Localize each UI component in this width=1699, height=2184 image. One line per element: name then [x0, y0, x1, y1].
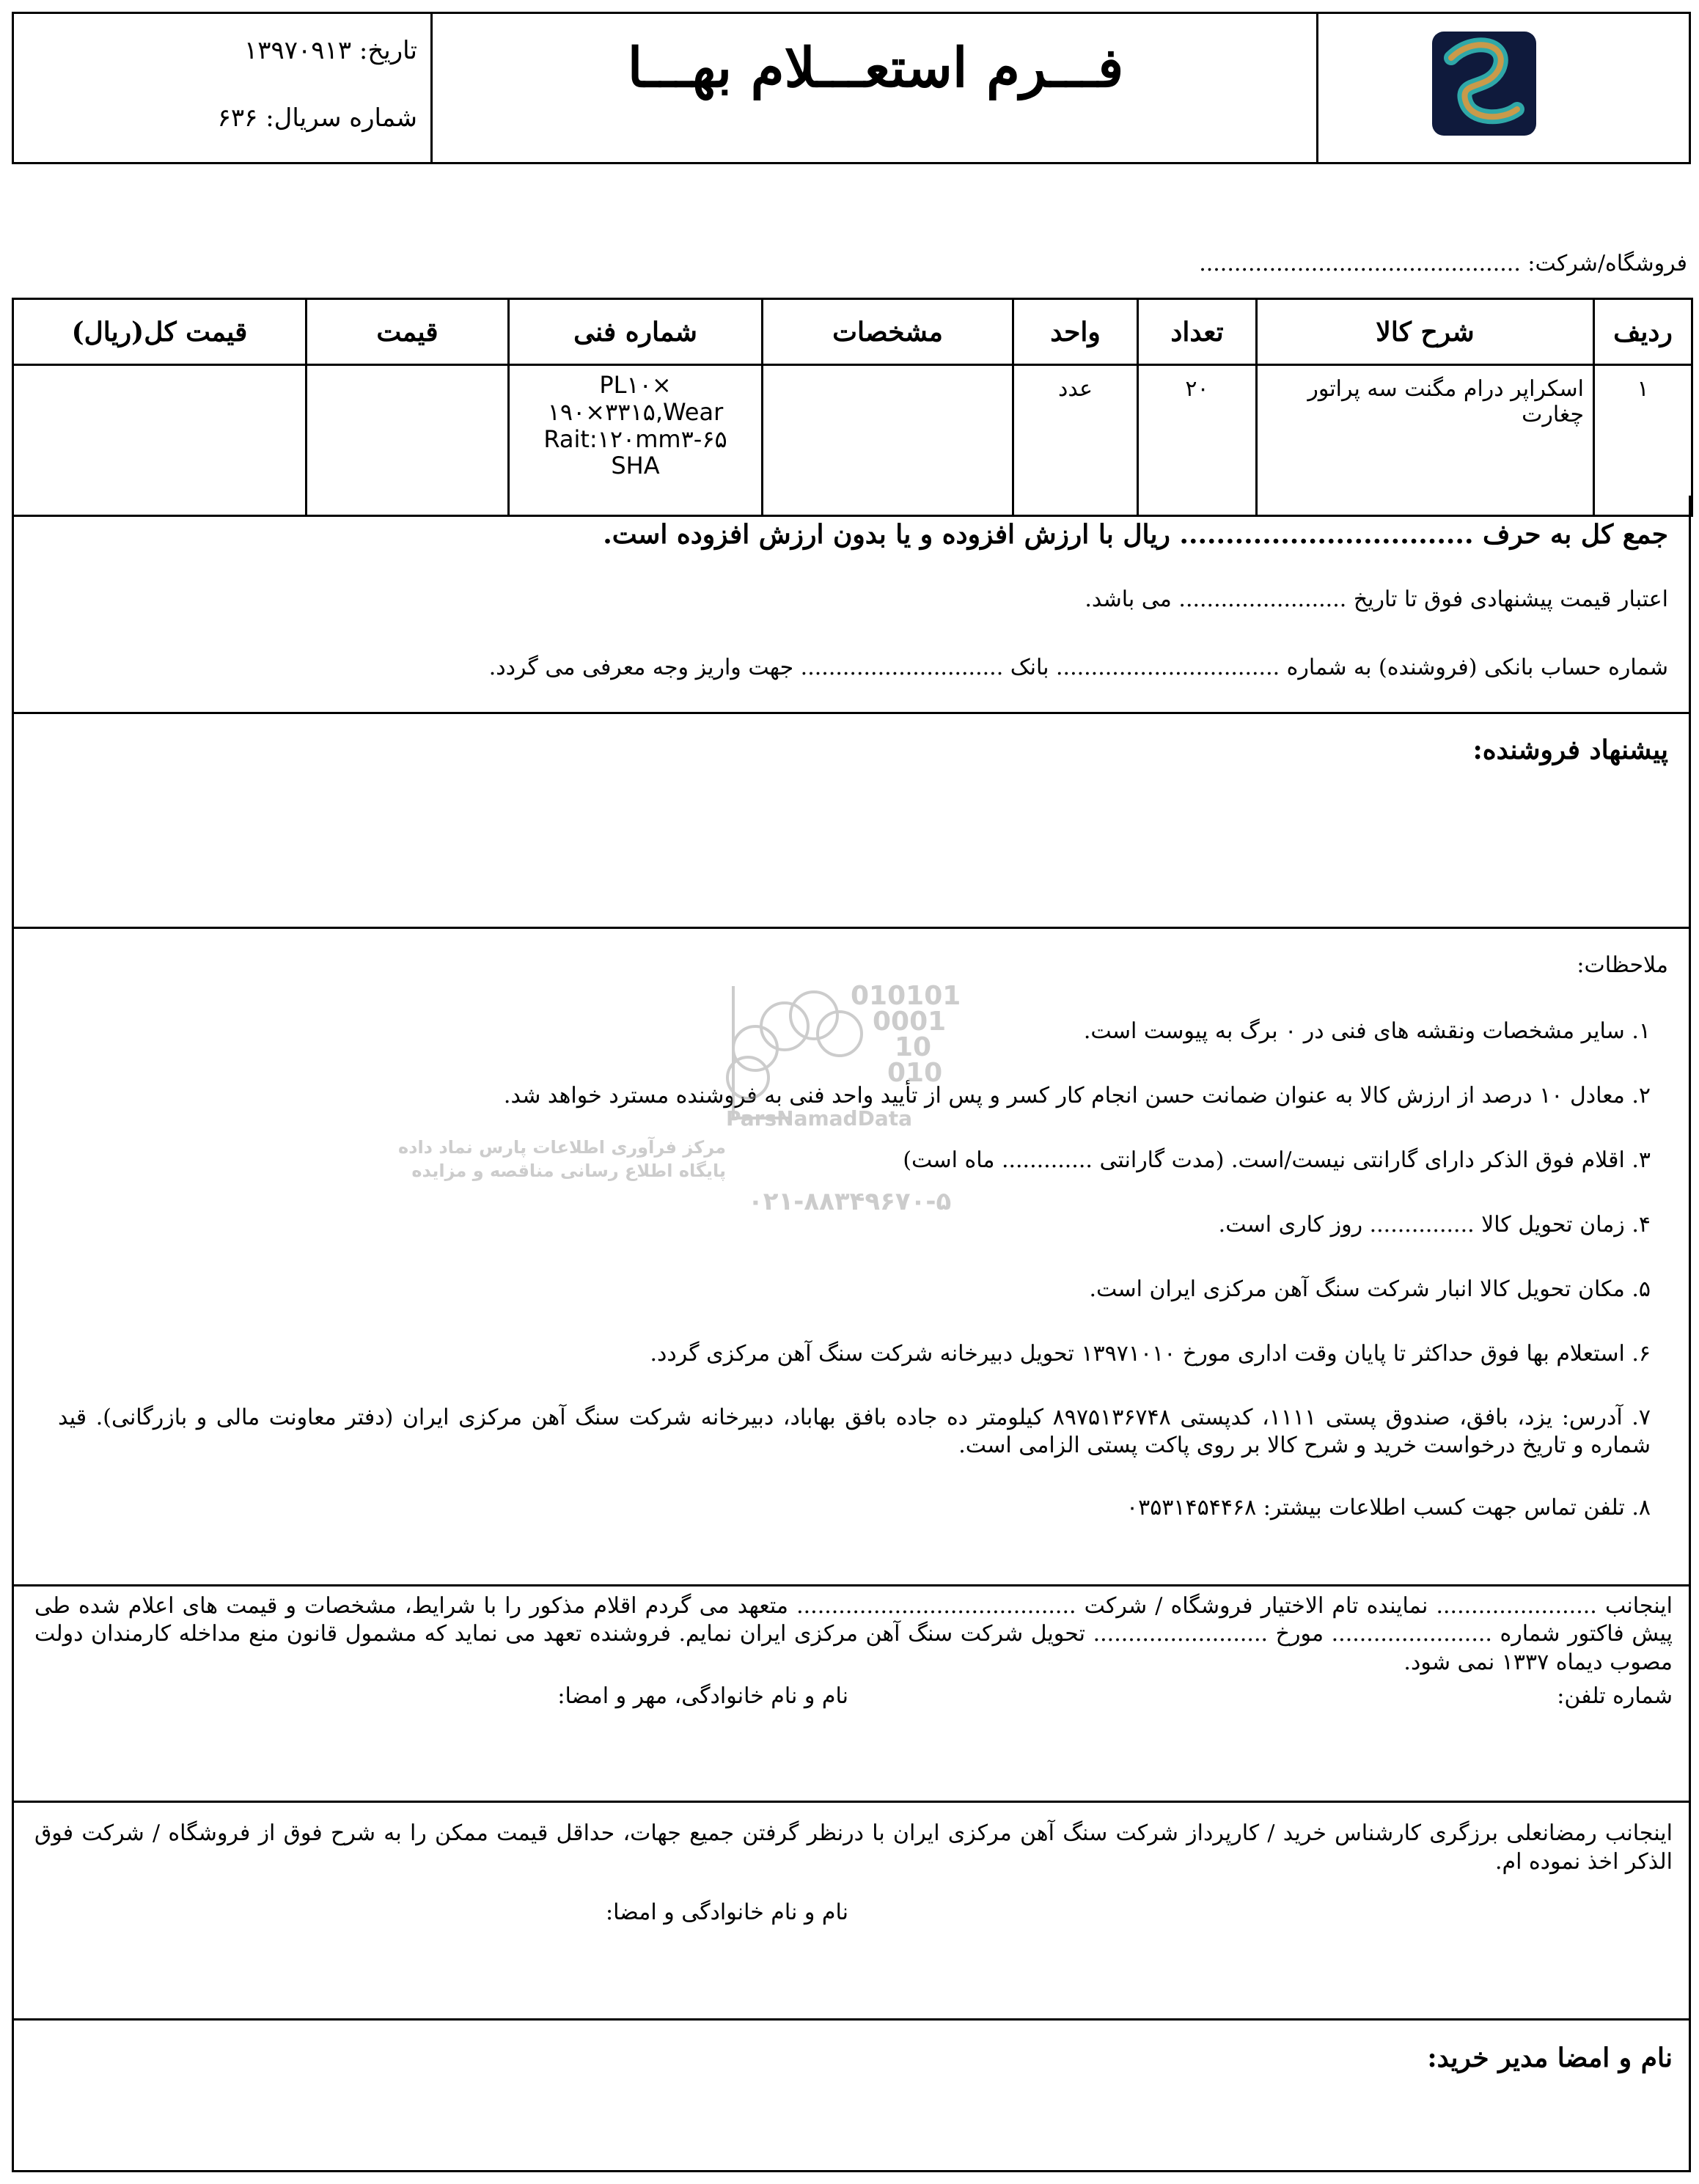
date-value: ۱۳۹۷۰۹۱۳: [243, 36, 352, 65]
watermark-digits: 010101: [851, 981, 961, 1011]
note-item: ۶. استعلام بها فوق حداکثر تا پایان وقت اداری مورخ ۱۳۹۷۱۰۱۰ تحویل دبیرخانه شرکت سنگ آهن مرکزی گردد.: [650, 1341, 1651, 1367]
note-item: ۱. سایر مشخصات ونقشه های فنی در ۰ برگ به پیوست است.: [1083, 1018, 1651, 1044]
manager-signature-label: نام و امضا مدیر خرید:: [1427, 2043, 1673, 2073]
watermark-digits: 010: [887, 1058, 943, 1088]
col-header: قیمت کل(ریال): [13, 299, 307, 365]
expert-signature-label: نام و نام خانوادگی و امضا:: [606, 1900, 848, 1925]
commitment-section: [12, 1584, 1691, 1803]
logo-icon: [1429, 29, 1539, 139]
phone-label: شماره تلفن:: [1557, 1683, 1673, 1709]
table-header-row: [13, 299, 1692, 365]
watermark-brand: ParsNamadData: [726, 1106, 912, 1130]
commitment-text: اینجانب ....................... نماینده تام الاختیار فروشگاه / شرکت ........................................ متعهد می گردم اقلام مذکور را با شرایط، مشخصات و قیمت های اعلام شده طی پیش فاکتور شماره ....................... مورخ ......................... تحویل شرکت سنگ آهن مرکزی ایران نمایم. فروشنده تعهد می نماید که مشمول قانون منع مداخله کارمندان دولت مصوب دیماه ۱۳۳۷ نمی شود.: [34, 1593, 1673, 1675]
header-divider: [430, 14, 433, 162]
watermark-flower-icon: [397, 971, 1027, 1235]
tech-no-line: SHA: [611, 452, 660, 480]
serial-value: ۶۳۶: [217, 103, 258, 133]
cell-price: [307, 365, 509, 516]
company-logo: [1429, 29, 1539, 139]
note-item: ۸. تلفن تماس جهت کسب اطلاعات بیشتر: ۰۳۵۳۱۴۵۴۴۶۸: [1126, 1495, 1651, 1521]
notes-label: ملاحظات:: [1577, 952, 1668, 978]
cell-description: اسکراپر درام مگنت سه پراتور چغارت: [1257, 365, 1594, 516]
expert-text: اینجانب رمضانعلی برزگری کارشناس خرید / کارپرداز شرکت سنگ آهن مرکزی ایران با درنظر گرفتن جمیع جهات، حداقل قیمت ممکن را به شرح فوق از فروشگاه / شرکت فوق الذکر اخذ نموده ام.: [34, 1820, 1673, 1875]
totals-section: [12, 496, 1691, 714]
page-title: فـــرم استعـــلام بهـــا: [627, 37, 1124, 100]
form-header: [12, 12, 1691, 164]
tech-no-line: ۱۹۰×۳۳۱۵,Wear: [547, 397, 724, 426]
bank-account: شماره حساب بانکی (فروشنده) به شماره ................................ بانک ............................. جهت واریز وجه معرفی می گردد.: [488, 655, 1668, 680]
col-header: ردیف: [1594, 299, 1692, 365]
manager-section: [12, 2018, 1691, 2172]
cell-tech-no: [509, 365, 763, 516]
col-header: شماره فنی: [509, 299, 763, 365]
header-date: [29, 34, 417, 68]
total-in-words: جمع کل به حرف ................................ ریال با ارزش افزوده و یا بدون ارزش افزوده است.: [603, 519, 1668, 550]
seller-offer-label: پیشنهاد فروشنده:: [1472, 735, 1668, 765]
shop-line: فروشگاه/شرکت: ..............................................: [1199, 251, 1687, 276]
header-divider: [1316, 14, 1318, 162]
note-item: ۷. آدرس: یزد، بافق، صندوق پستی ۱۱۱۱، کدپستی ۸۹۷۵۱۳۶۷۴۸ کیلومتر ده جاده بافق بهاباد، دبیرخانه شرکت سنگ آهن مرکزی ایران (دفتر معاونت مالی و بازرگانی). قید شماره و تاریخ درخواست خرید و شرح کالا بر روی پاکت پستی الزامی است.: [58, 1405, 1651, 1459]
seller-signature-label: نام و نام خانوادگی، مهر و امضا:: [557, 1683, 848, 1709]
watermark-phone: ۰۲۱-۸۸۳۴۹۶۷۰-۵: [748, 1187, 952, 1216]
table-row: [13, 365, 1692, 516]
watermark-digits: 0001: [873, 1007, 947, 1037]
expert-section: [12, 1801, 1691, 2021]
header-serial: [29, 102, 417, 136]
col-header: واحد: [1013, 299, 1138, 365]
items-table: [12, 298, 1693, 517]
cell-specs: [763, 365, 1013, 516]
serial-label: شماره سریال:: [265, 103, 417, 133]
col-header: شرح کالا: [1257, 299, 1594, 365]
note-item: ۴. زمان تحویل کالا ............... روز کاری است.: [1218, 1212, 1651, 1238]
tech-no-line: PL۱۰×: [599, 371, 672, 399]
date-label: تاریخ:: [359, 36, 417, 65]
note-item: ۲. معادل ۱۰ درصد از ارزش کالا به عنوان ضمانت حسن انجام کار کسر و پس از تأیید واحد فنی به فروشنده مسترد خواهد شد.: [503, 1083, 1651, 1108]
note-item: ۵. مکان تحویل کالا انبار شرکت سنگ آهن مرکزی ایران است.: [1089, 1276, 1651, 1302]
cell-unit: عدد: [1013, 365, 1138, 516]
col-header: قیمت: [307, 299, 509, 365]
watermark-line: پایگاه اطلاع رسانی مناقصه و مزایده: [411, 1161, 726, 1181]
col-header: تعداد: [1138, 299, 1257, 365]
col-header: مشخصات: [763, 299, 1013, 365]
watermark: [397, 971, 1027, 1235]
seller-offer-section: [12, 712, 1691, 929]
cell-total: [13, 365, 307, 516]
note-item: ۳. اقلام فوق الذکر دارای گارانتی نیست/است. (مدت گارانتی ............. ماه است): [903, 1147, 1651, 1173]
price-validity: اعتبار قیمت پیشنهادی فوق تا تاریخ ........................ می باشد.: [1085, 587, 1668, 612]
cell-quantity: ۲۰: [1138, 365, 1257, 516]
watermark-line: مرکز فرآوری اطلاعات پارس نماد داده: [397, 1137, 726, 1158]
cell-row-no: ۱: [1594, 365, 1692, 516]
tech-no-line: Rait:۱۲۰mm۳-۶۵: [543, 424, 727, 453]
watermark-digits: 10: [895, 1032, 932, 1062]
